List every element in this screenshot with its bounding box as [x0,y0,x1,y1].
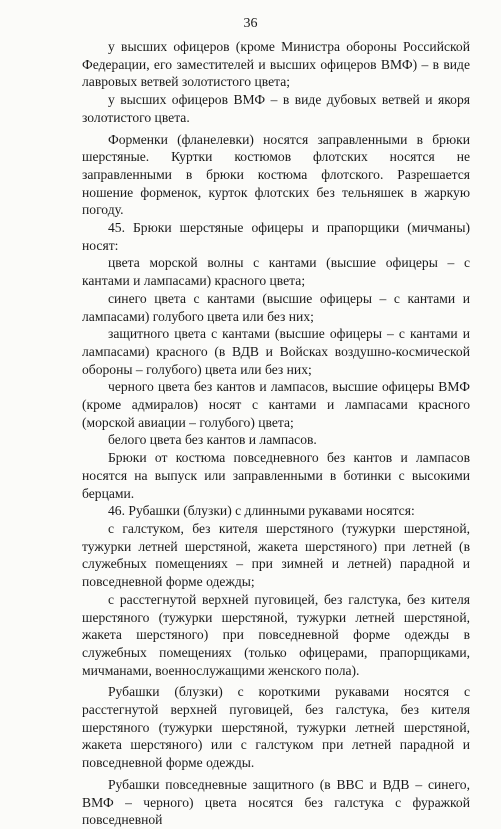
paragraph: с галстуком, без кителя шерстяного (тужурки шерстяной, тужурки летней шерстяной, жакета шерстяного) при летней (в служебных помещениях – при зимней и летней) парадной и повседневной форме одежды; [82,520,470,590]
paragraph: защитного цвета с кантами (высшие офицеры – с кантами и лампасами) красного (в ВДВ и Войсках воздушно-космической обороны – голубого) цвета или без них; [82,326,470,377]
paragraph: у высших офицеров (кроме Министра обороны Российской Федерации, его заместителей и высших офицеров ВМФ) – в виде лавровых ветвей золотистого цвета; [82,39,470,90]
paragraph: Рубашки повседневные защитного (в ВВС и ВДВ – синего, ВМФ – черного) цвета носятся без галстука с фуражкой повседневной [82,776,470,828]
paragraph: с расстегнутой верхней пуговицей, без галстука, без кителя шерстяного (тужурки шерстяной, тужурки летней шерстяной, жакета шерстяного) при повседневной форме одежды в служебных помещениях (только офицерами, прапорщиками, мичманами, военнослужащими женского пола). [82,591,470,678]
paragraph: черного цвета без кантов и лампасов, высшие офицеры ВМФ (кроме адмиралов) носят с кантами и лампасами красного (морской авиации – голубого) цвета; [82,379,470,430]
page-number: 36 [243,16,258,31]
paragraph: 46. Рубашки (блузки) с длинными рукавами носятся: [108,503,415,519]
paragraph: цвета морской волны с кантами (высшие офицеры – с кантами и лампасами) красного цвета; [82,255,470,289]
document-body [82,38,470,829]
paragraph: Брюки от костюма повседневного без кантов и лампасов носятся на выпуск или заправленными в ботинки с высокими берцами. [82,450,470,501]
paragraph: у высших офицеров ВМФ – в виде дубовых ветвей и якоря золотистого цвета. [82,92,470,125]
paragraph: синего цвета с кантами (высшие офицеры – с кантами и лампасами) голубого цвета или без них; [82,290,470,324]
paragraph: Форменки (фланелевки) носятся заправленными в брюки шерстяные. Куртки костюмов флотских носятся не заправленными в брюки костюма флотского. Разрешается ношение форменок, курток флотских без тельняшек в жаркую погоду. [82,131,470,218]
paragraph: 45. Брюки шерстяные офицеры и прапорщики (мичманы) носят: [82,220,470,253]
paragraph: Рубашки (блузки) с короткими рукавами носятся с расстегнутой верхней пуговицей, без галстука, без кителя шерстяного (тужурки шерстяной, тужурки летней шерстяной, жакета шерстяного) или с галстуком при летней парадной и повседневной форме одежды. [82,684,470,771]
paragraph: белого цвета без кантов и лампасов. [108,432,317,448]
